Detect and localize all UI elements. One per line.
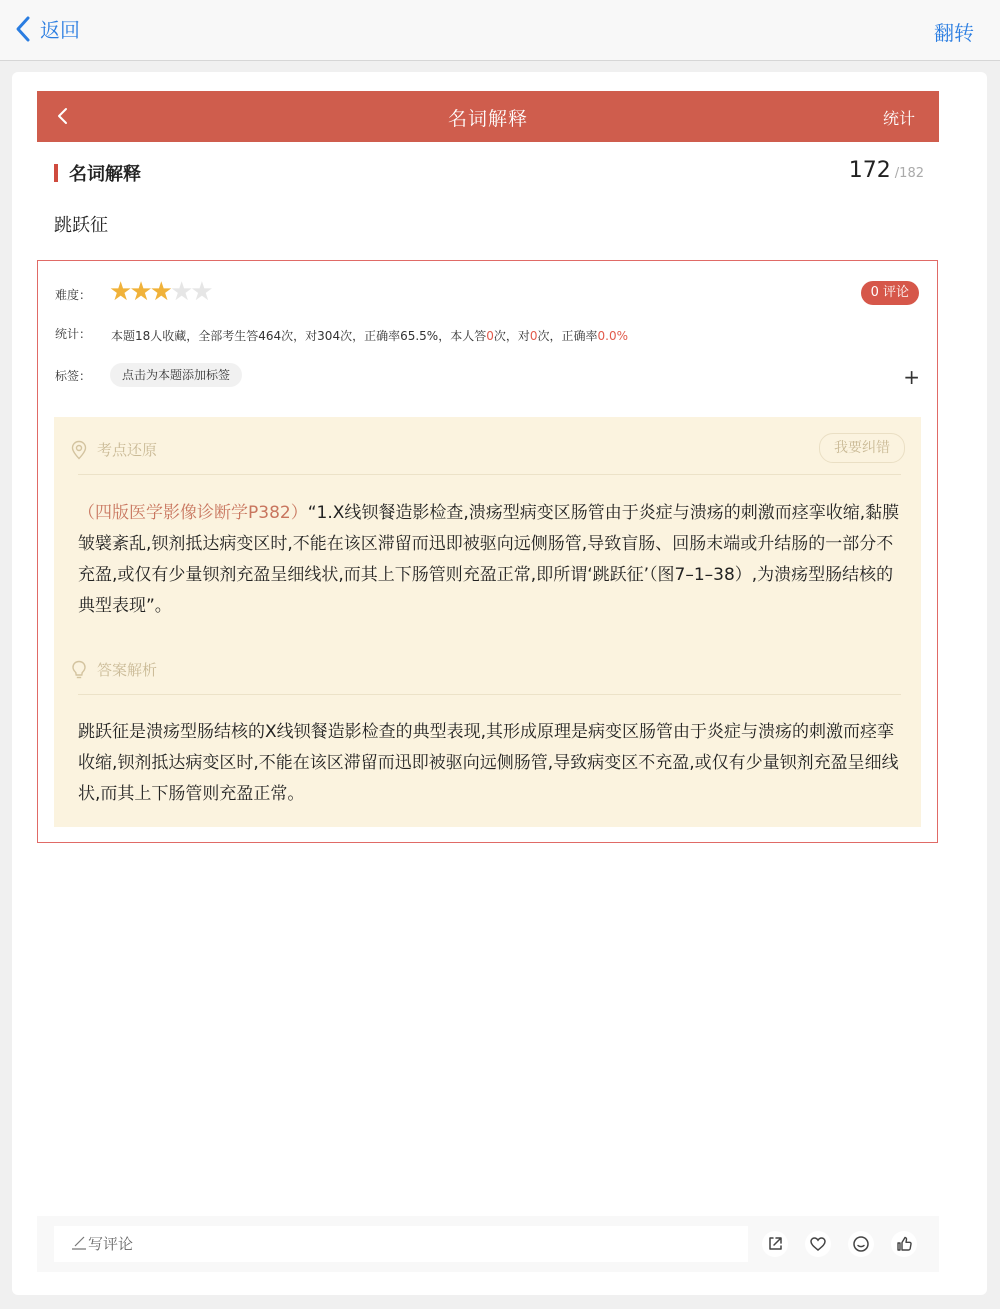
current-index: 172 bbox=[848, 158, 891, 183]
report-error-button[interactable]: 我要纠错 bbox=[819, 433, 905, 463]
divider bbox=[78, 694, 901, 695]
chevron-left-icon bbox=[14, 15, 34, 43]
add-tag-icon[interactable]: + bbox=[903, 365, 920, 389]
explanation-card bbox=[54, 417, 921, 827]
answer-paragraph: 跳跃征是溃疡型肠结核的X线钡餐造影检查的典型表现,其形成原理是病变区肠管由于炎症与溃疡的刺激而痉挛收缩,钡剂抵达病变区时,不能在该区滞留而迅即被驱向远侧肠管,导致病变区不充盈,或仅有少量钡剂充盈呈细线状,而其上下肠管则充盈正常。 bbox=[78, 722, 899, 804]
difficulty-stars bbox=[109, 277, 214, 307]
stats-part2: 次，对 bbox=[493, 329, 530, 343]
star-filled-icon: ★ bbox=[129, 277, 153, 307]
answer-detail-panel bbox=[37, 260, 938, 843]
section-header bbox=[54, 160, 924, 190]
source-reference: （四版医学影像诊断学P382） bbox=[78, 503, 308, 523]
write-comment-placeholder: 写评论 bbox=[88, 1235, 134, 1253]
comment-badge[interactable]: 0 评论 bbox=[861, 281, 919, 305]
difficulty-label: 难度： bbox=[55, 288, 92, 302]
stats-part3: 次，正确率 bbox=[537, 329, 598, 343]
star-empty-icon: ★ bbox=[169, 277, 194, 307]
total-count: /182 bbox=[894, 166, 924, 181]
question-counter bbox=[849, 158, 924, 183]
question-term: 跳跃征 bbox=[54, 215, 108, 236]
answer-title: 答案解析 bbox=[97, 661, 158, 679]
pen-icon bbox=[70, 1236, 88, 1250]
my-rate: 0.0% bbox=[597, 329, 629, 343]
my-correct: 0 bbox=[529, 329, 538, 343]
my-answers: 0 bbox=[486, 329, 494, 343]
back-label: 返回 bbox=[40, 18, 80, 42]
section-label: 名词解释 bbox=[69, 164, 141, 185]
source-text: “1.X线钡餐造影检查,溃疡型病变区肠管由于炎症与溃疡的刺激而痉挛收缩,黏膜皱襞紊乱,钡剂抵达病变区时,不能在该区滞留而迅即被驱向远侧肠管,导致盲肠、回肠末端或升结肠的一部分不充盈,或仅有少量钡剂充盈呈细线状,而其上下肠管则充盈正常,即所谓‘跳跃征’（图7–1–38）,为溃疡型肠结核的典型表现”。 bbox=[78, 503, 900, 616]
add-tag-pill[interactable]: 点击为本题添加标签 bbox=[110, 363, 242, 387]
lightbulb-icon bbox=[70, 660, 88, 680]
top-nav-bar bbox=[0, 0, 1000, 61]
point-header bbox=[70, 439, 157, 460]
star-empty-icon: ★ bbox=[190, 277, 214, 307]
answer-header bbox=[70, 659, 157, 680]
emoji-icon[interactable] bbox=[847, 1230, 875, 1258]
favorite-heart-icon[interactable] bbox=[804, 1230, 832, 1258]
bottom-toolbar bbox=[37, 1216, 939, 1272]
flip-button[interactable]: 翻转 bbox=[934, 21, 974, 45]
stats-button[interactable]: 统计 bbox=[882, 109, 915, 128]
location-pin-icon bbox=[70, 440, 88, 460]
point-title: 考点还原 bbox=[97, 441, 158, 459]
tags-label: 标签： bbox=[55, 369, 92, 383]
share-icon[interactable] bbox=[761, 1230, 789, 1258]
divider bbox=[78, 474, 901, 475]
stats-label: 统计： bbox=[55, 327, 92, 341]
section-marker bbox=[54, 164, 58, 182]
thumbs-up-icon[interactable] bbox=[890, 1230, 918, 1258]
star-filled-icon: ★ bbox=[149, 277, 173, 307]
header-title: 名词解释 bbox=[447, 108, 528, 130]
write-comment-input[interactable] bbox=[54, 1226, 748, 1262]
star-filled-icon: ★ bbox=[109, 277, 133, 307]
stats-part1: 本题18人收藏，全部考生答464次，对304次，正确率65.5%，本人答 bbox=[111, 329, 487, 343]
stats-line bbox=[111, 327, 628, 344]
back-button[interactable] bbox=[14, 14, 80, 43]
source-paragraph bbox=[78, 498, 908, 622]
question-header bbox=[37, 91, 939, 142]
